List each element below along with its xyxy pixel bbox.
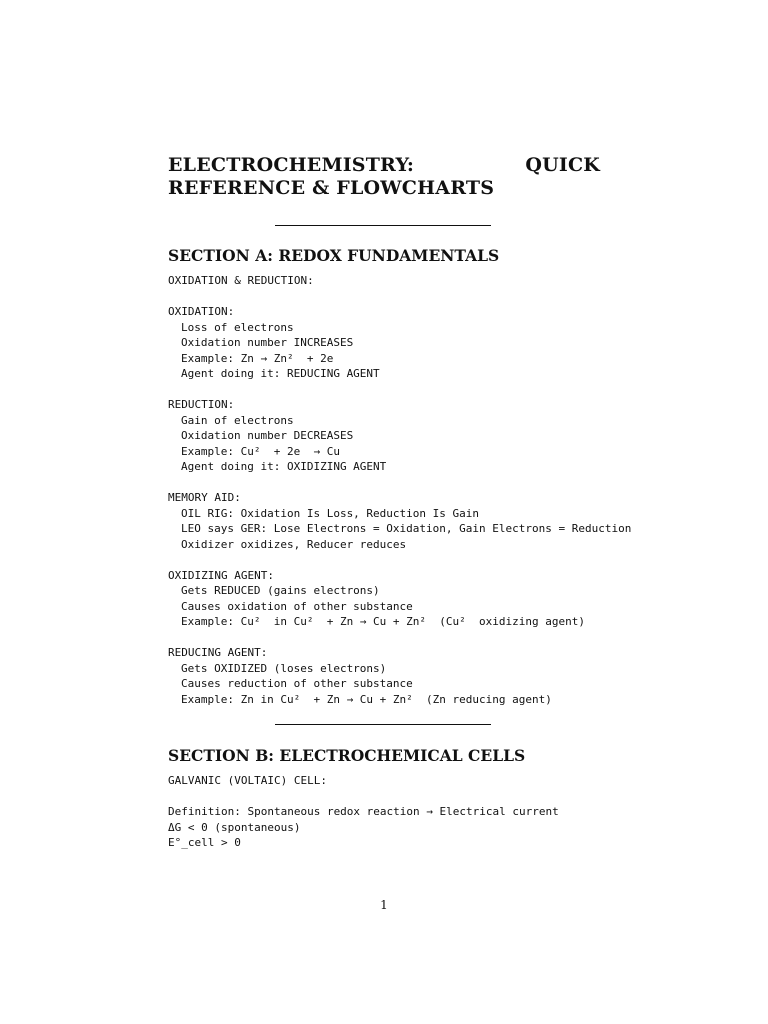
text-line: REDUCTION: [168,398,235,411]
section-divider [275,724,491,725]
text-line: Agent doing it: REDUCING AGENT [181,367,380,380]
text-line: Gain of electrons [181,413,294,427]
section-b-heading: SECTION B: ELECTROCHEMICAL CELLS [168,746,526,765]
text-line: Oxidation number INCREASES [181,336,354,349]
blank-line [168,552,638,568]
text-line: MEMORY AID: [168,491,241,504]
text-line: REDUCING AGENT: [168,646,268,659]
blank-line [168,289,638,305]
text-line: Example: Cu² in Cu² + Zn → Cu + Zn² (Cu² oxidizing agent) [181,615,585,628]
text-line: Causes reduction of other substance [181,677,413,690]
text-line: Gets REDUCED (gains electrons) [181,584,380,597]
text-line: Gets OXIDIZED (loses electrons) [181,661,387,675]
blank-line [168,789,638,805]
text-line: OXIDATION: [168,305,235,318]
text-line: OXIDIZING AGENT: [168,568,274,582]
text-line: Definition: Spontaneous redox reaction → Electrical current [168,805,559,818]
text-line: Oxidation number DECREASES [181,429,354,442]
section-a-body [168,273,638,707]
page-number: 1 [380,898,388,912]
blank-line [168,382,638,398]
text-line: Causes oxidation of other substance [181,599,413,613]
text-line: LEO says GER: Lose Electrons = Oxidation, Gain Electrons = Reduction [181,522,632,535]
text-line: E°_cell > 0 [168,836,241,849]
text-line: Agent doing it: OXIDIZING AGENT [181,460,387,473]
blank-line [168,475,638,491]
document-title: ELECTROCHEMISTRY: QUICK REFERENCE & FLOWCHARTS [168,154,600,199]
text-line: Loss of electrons [181,320,294,334]
text-line: Example: Zn → Zn² + 2e [181,351,334,365]
text-line: GALVANIC (VOLTAIC) CELL: [168,774,327,787]
text-line: Example: Zn in Cu² + Zn → Cu + Zn² (Zn reducing agent) [181,692,552,706]
text-line: ΔG < 0 (spontaneous) [168,820,301,834]
text-line: OIL RIG: Oxidation Is Loss, Reduction Is Gain [181,506,480,520]
section-a-heading: SECTION A: REDOX FUNDAMENTALS [168,246,500,265]
blank-line [168,630,638,646]
section-b-body [168,773,638,851]
text-line: OXIDATION & REDUCTION: [168,274,314,287]
section-divider [275,225,491,226]
text-line: Example: Cu² + 2e → Cu [181,444,340,458]
text-line: Oxidizer oxidizes, Reducer reduces [181,537,407,551]
